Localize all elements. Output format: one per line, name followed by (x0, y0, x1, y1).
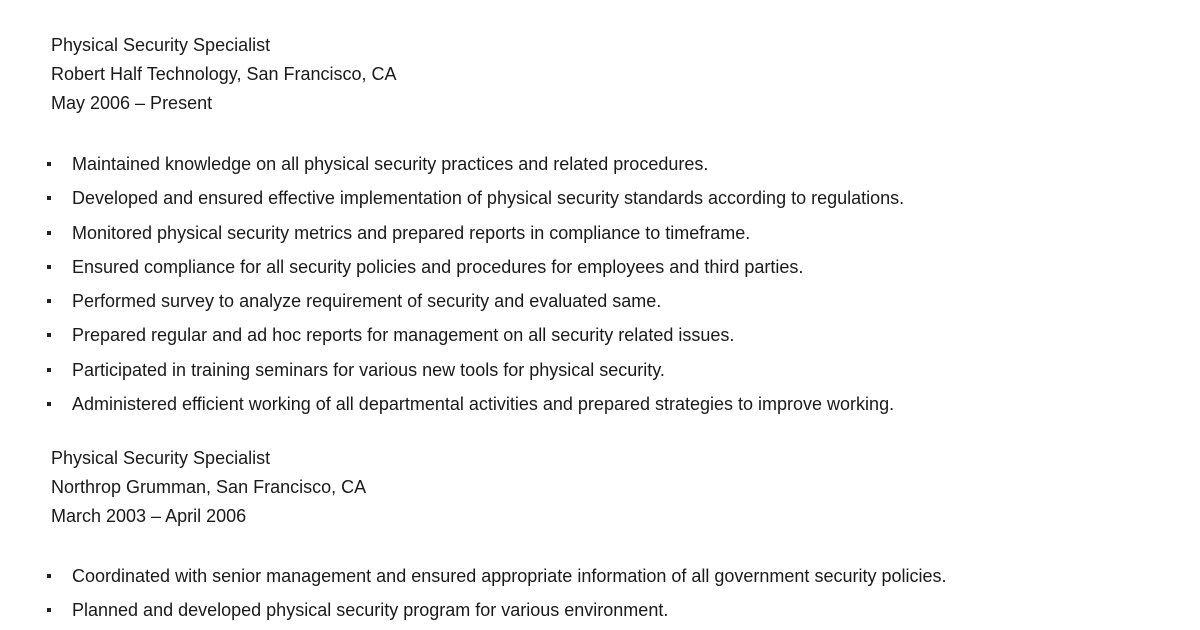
job-title: Physical Security Specialist (51, 448, 271, 468)
bullet-icon (47, 574, 51, 578)
bullet-icon (47, 265, 51, 269)
bullet-icon (47, 299, 51, 303)
job-title: Physical Security Specialist (51, 35, 271, 55)
list-item-text: Maintained knowledge on all physical security practices and related procedures. (72, 154, 709, 174)
bullet-icon (47, 608, 51, 612)
cropped-section-heading (52, 0, 280, 4)
job-company: Northrop Grumman, San Francisco, CA (51, 477, 367, 497)
bullet-icon (47, 402, 51, 406)
list-item-text: Administered efficient working of all departmental activities and prepared strategies to improve working. (72, 394, 895, 415)
list-item-text: Monitored physical security metrics and prepared reports in compliance to timeframe. (72, 222, 751, 243)
list-item-text: Ensured compliance for all security policies and procedures for employees and third parties. (72, 256, 804, 277)
bullet-icon (47, 162, 51, 166)
bullet-icon (47, 196, 51, 200)
list-item-text: Developed and ensured effective implementation of physical security standards according to regulations. (72, 188, 905, 209)
list-item-text: Prepared regular and ad hoc reports for management on all security related issues. (72, 325, 735, 346)
list-item-text: Performed survey to analyze requirement of security and evaluated same. (72, 291, 662, 312)
job-company: Robert Half Technology, San Francisco, CA (51, 64, 397, 84)
job-dates: March 2003 – April 2006 (51, 506, 247, 526)
bullet-icon (47, 333, 51, 337)
bullet-icon (47, 368, 51, 372)
job-dates: May 2006 – Present (51, 93, 213, 113)
list-item-text: Coordinated with senior management and ensured appropriate information of all government security policies. (72, 566, 947, 586)
job-entry-1-header (51, 31, 397, 118)
job-entry-2-header (51, 444, 366, 531)
bullet-icon (47, 231, 51, 235)
list-item-text: Participated in training seminars for various new tools for physical security. (72, 359, 665, 380)
list-item-text: Planned and developed physical security program for various environment. (72, 600, 669, 621)
